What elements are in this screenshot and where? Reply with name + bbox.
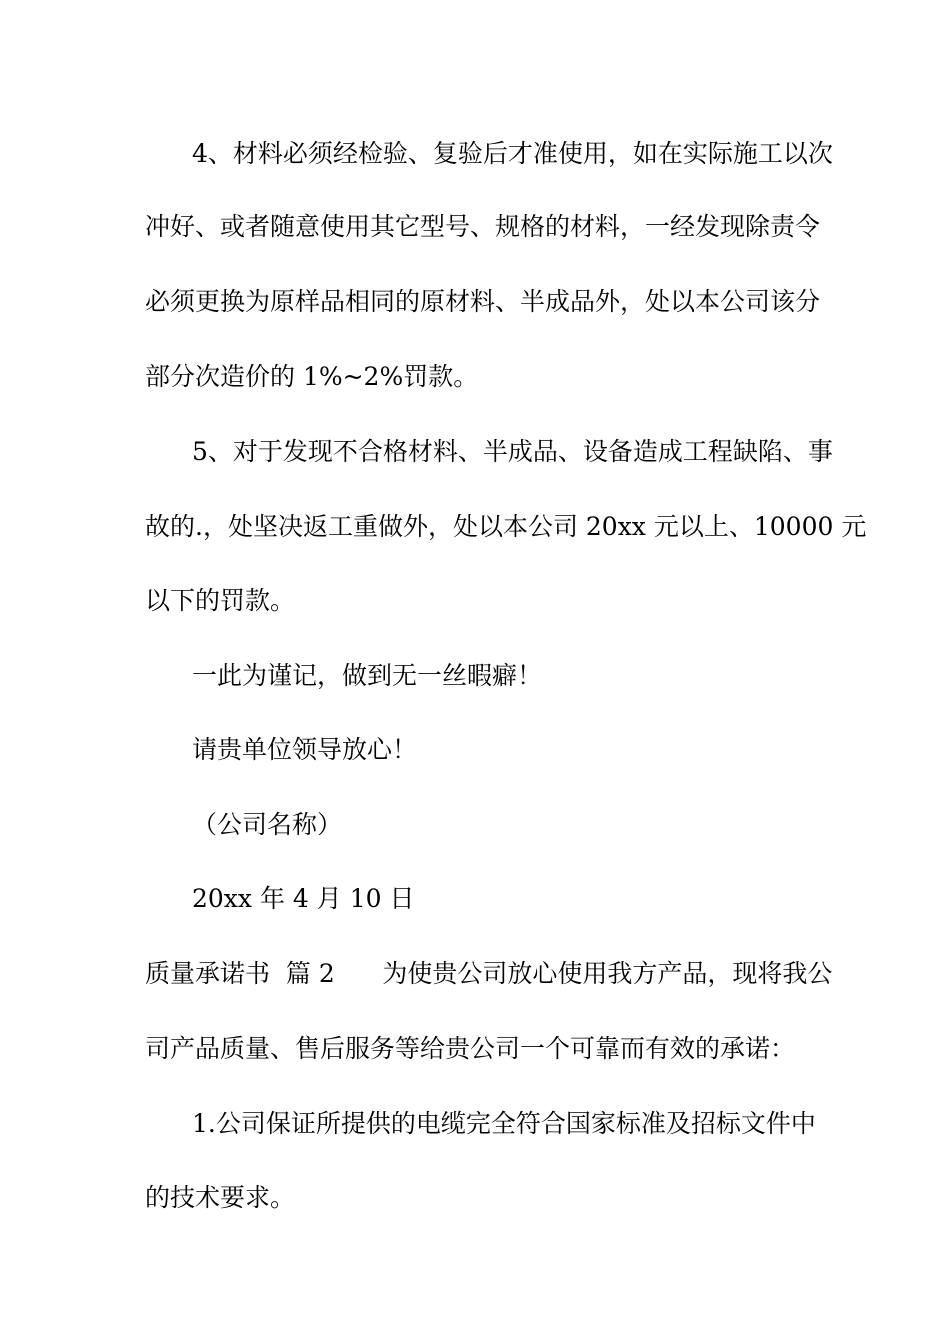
paragraph-line: 4、材料必须经检验、复验后才准使用，如在实际施工以次	[192, 139, 833, 168]
paragraph-line: 5、对于发现不合格材料、半成品、设备造成工程缺陷、事	[192, 437, 833, 466]
paragraph-line: 司产品质量、售后服务等给贵公司一个可靠而有效的承诺：	[145, 1034, 796, 1063]
paragraph-line: 冲好、或者随意使用其它型号、规格的材料，一经发现除责令	[145, 212, 821, 241]
paragraph-line: 以下的罚款。	[145, 586, 296, 615]
date-line: 20xx 年 4 月 10 日	[192, 884, 415, 913]
paragraph-line: 必须更换为原样品相同的原材料、半成品外，处以本公司该分	[145, 287, 821, 316]
paragraph-line: 一此为谨记，做到无一丝暇癖！	[192, 661, 543, 690]
company-name-placeholder: （公司名称）	[192, 810, 343, 839]
paragraph-line: 请贵单位领导放心！	[192, 735, 418, 764]
paragraph-line: 故的.，处坚决返工重做外，处以本公司 20xx 元以上、10000 元	[145, 512, 867, 541]
paragraph-line: 的技术要求。	[145, 1183, 296, 1212]
paragraph-line: 1.公司保证所提供的电缆完全符合国家标准及招标文件中	[192, 1109, 816, 1138]
section-heading-line: 质量承诺书 篇 2 为使贵公司放心使用我方产品，现将我公	[145, 959, 833, 988]
paragraph-line: 部分次造价的 1%~2%罚款。	[145, 362, 479, 391]
